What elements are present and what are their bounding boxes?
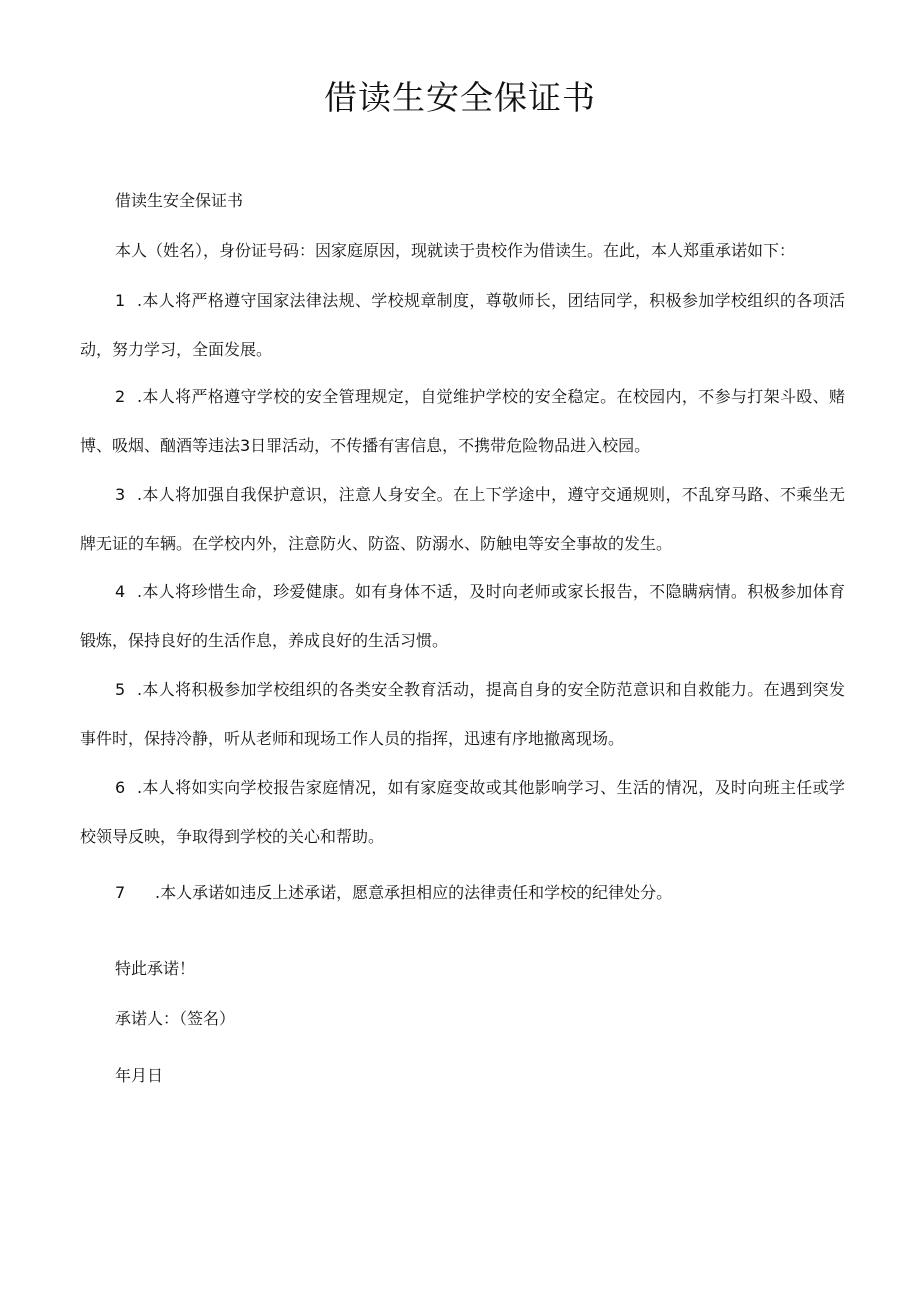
pledge-item-7 xyxy=(80,868,845,917)
pledge-item-4 xyxy=(80,567,845,665)
pledge-item-5 xyxy=(80,665,845,763)
pledge-text: .本人承诺如违反上述承诺，愿意承担相应的法律责任和学校的纪律处分。 xyxy=(155,883,673,902)
pledge-item-6 xyxy=(80,763,845,861)
pledge-text: .本人将加强自我保护意识，注意人身安全。在上下学途中，遵守交通规则，不乱穿马路、不乘坐无牌无证的车辆。在学校内外，注意防火、防盗、防溺水、防触电等安全事故的发生。 xyxy=(80,485,845,553)
pledge-number: 1 xyxy=(115,291,126,310)
signer-line: 承诺人：（签名） xyxy=(115,1009,236,1028)
intro-paragraph: 本人（姓名），身份证号码：因家庭原因，现就读于贵校作为借读生。在此，本人郑重承诺如下： xyxy=(115,241,796,260)
pledge-number: 2 xyxy=(115,387,126,406)
document-title: 借读生安全保证书 xyxy=(324,78,596,117)
pledge-text: .本人将严格遵守学校的安全管理规定，自觉维护学校的安全稳定。在校园内，不参与打架斗殴、赌博、吸烟、酗酒等违法3日罪活动，不传播有害信息，不携带危险物品进入校园。 xyxy=(80,387,845,455)
pledge-number: 3 xyxy=(115,485,126,504)
pledge-text: .本人将如实向学校报告家庭情况，如有家庭变故或其他影响学习、生活的情况，及时向班主任或学校领导反映，争取得到学校的关心和帮助。 xyxy=(80,778,845,846)
document-subtitle: 借读生安全保证书 xyxy=(115,191,244,210)
pledge-item-1 xyxy=(80,276,845,374)
pledge-number: 4 xyxy=(115,582,126,601)
pledge-number: 7 xyxy=(115,883,126,902)
pledge-text: .本人将积极参加学校组织的各类安全教育活动，提高自身的安全防范意识和自救能力。在遇到突发事件时，保持冷静，听从老师和现场工作人员的指挥，迅速有序地撤离现场。 xyxy=(80,680,845,748)
pledge-number: 6 xyxy=(115,778,126,797)
closing-statement: 特此承诺！ xyxy=(115,959,196,978)
pledge-text: .本人将严格遵守国家法律法规、学校规章制度，尊敬师长，团结同学，积极参加学校组织的各项活动，努力学习，全面发展。 xyxy=(80,291,845,359)
date-line: 年月日 xyxy=(115,1066,164,1085)
pledge-text: .本人将珍惜生命，珍爱健康。如有身体不适，及时向老师或家长报告，不隐瞒病情。积极参加体育锻炼，保持良好的生活作息，养成良好的生活习惯。 xyxy=(80,582,845,650)
pledge-item-3 xyxy=(80,470,845,568)
pledge-item-2 xyxy=(80,372,845,470)
pledge-number: 5 xyxy=(115,680,126,699)
